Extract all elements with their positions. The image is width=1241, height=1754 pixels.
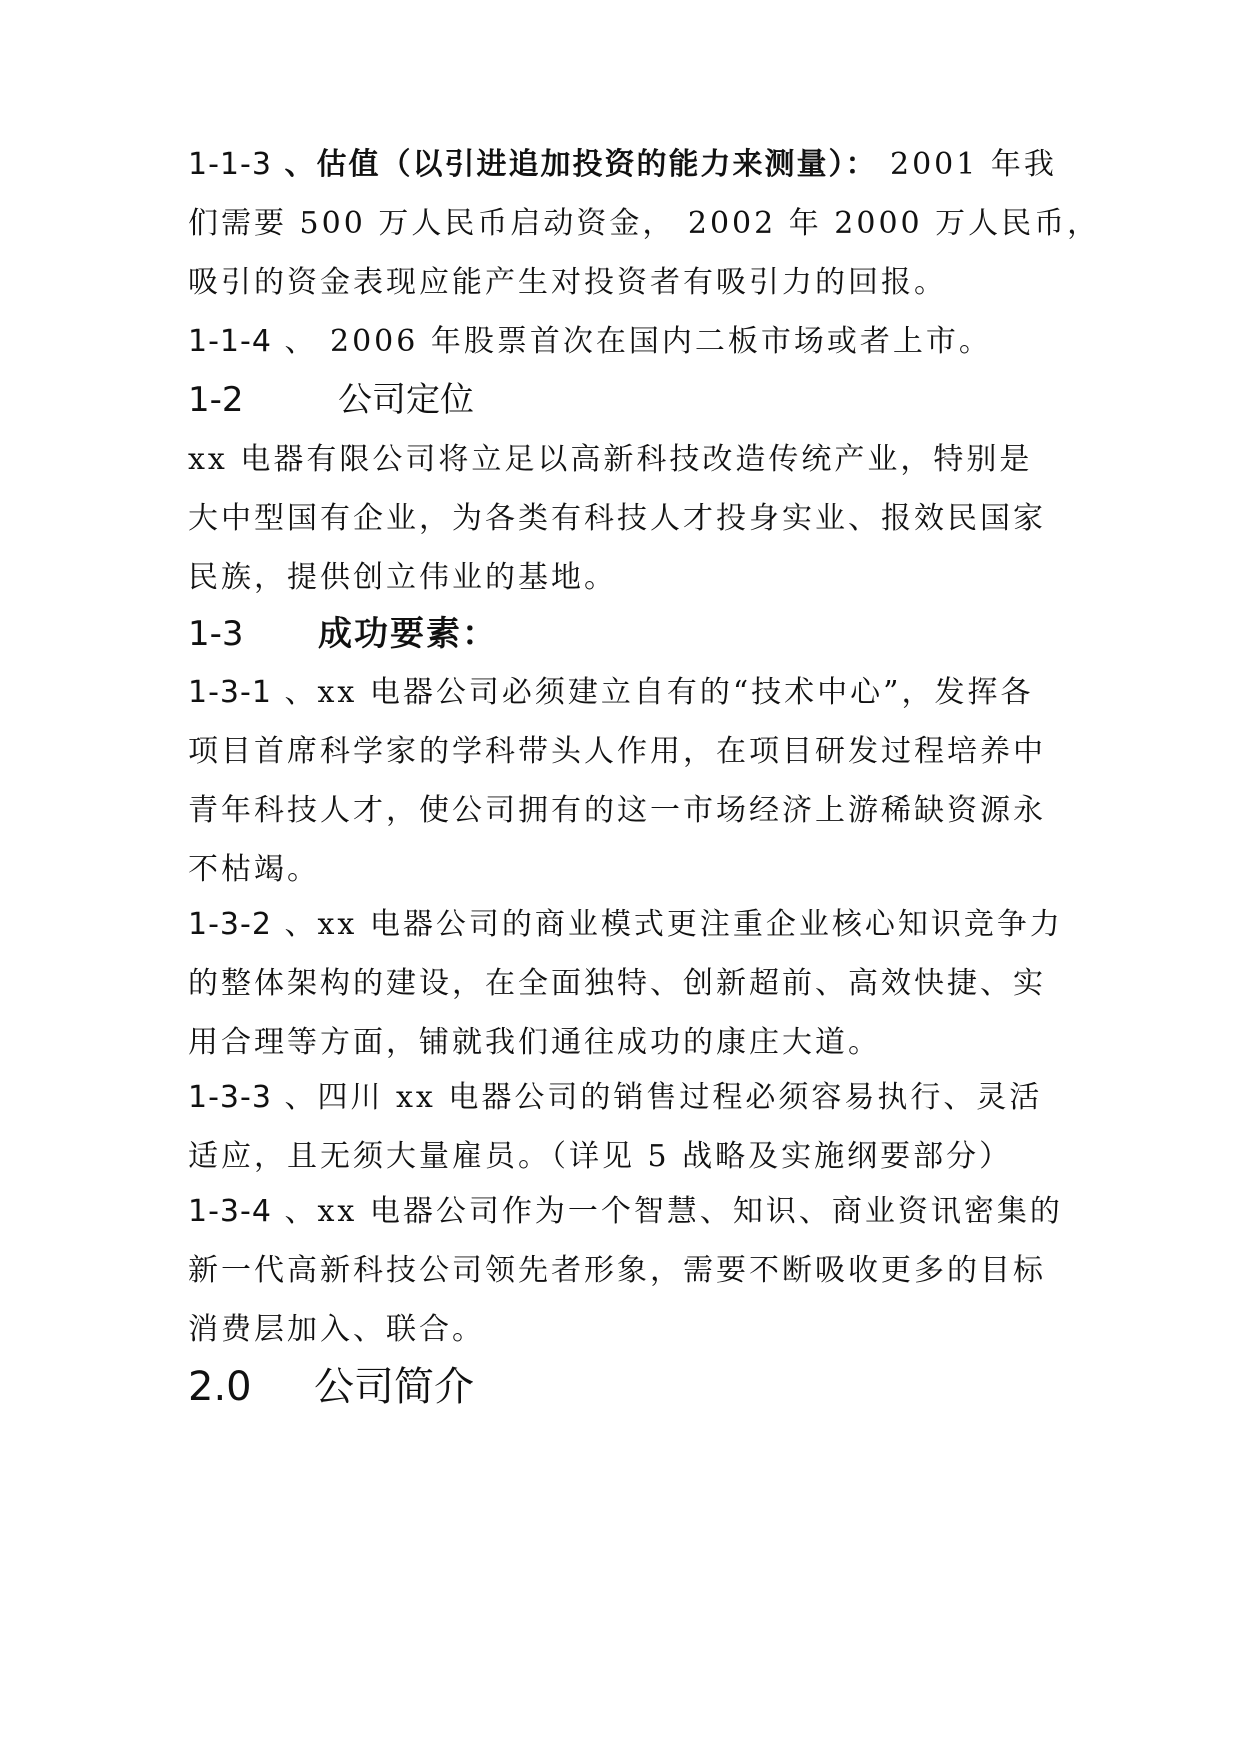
paragraph-1-3-1-line-2: 项目首席科学家的学科带头人作用，在项目研发过程培养中 bbox=[188, 734, 1046, 769]
paragraph-1-3-2-line-3: 用合理等方面，铺就我们通往成功的康庄大道。 bbox=[188, 1025, 881, 1060]
paragraph-1-1-4-line-1 bbox=[188, 322, 992, 362]
paragraph-1-3-1-line-4: 不枯竭。 bbox=[188, 852, 320, 887]
section-number: 1-3-1 bbox=[188, 675, 272, 710]
section-heading-2-0 bbox=[188, 1362, 474, 1412]
heading-number: 2.0 bbox=[188, 1364, 252, 1410]
section-number: 1-1-3 bbox=[188, 147, 272, 182]
paragraph-1-2-line-3: 民族，提供创立伟业的基地。 bbox=[188, 560, 617, 595]
heading-title: 公司定位 bbox=[338, 380, 474, 420]
text-run: 、xx 电器公司作为一个智慧、知识、商业资讯密集的 bbox=[271, 1194, 1063, 1229]
paragraph-1-3-3-line-2: 适应，且无须大量雇员。（详见 5 战略及实施纲要部分） bbox=[188, 1139, 1013, 1174]
section-number: 1-3-4 bbox=[188, 1194, 272, 1229]
heading-number: 1-3 bbox=[188, 614, 244, 654]
paragraph-1-3-2-line-2: 的整体架构的建设，在全面独特、创新超前、高效快捷、实 bbox=[188, 966, 1046, 1001]
paragraph-1-1-3-line-1 bbox=[188, 145, 1057, 185]
section-number: 1-3-3 bbox=[188, 1080, 272, 1115]
paragraph-1-2-line-2: 大中型国有企业，为各类有科技人才投身实业、报效民国家 bbox=[188, 501, 1046, 536]
section-number: 1-3-2 bbox=[188, 907, 272, 942]
paragraph-1-3-4-line-1 bbox=[188, 1192, 1063, 1232]
section-number: 1-1-4 bbox=[188, 324, 272, 359]
heading-title: 公司简介 bbox=[314, 1364, 474, 1410]
text-run: 2001 年我 bbox=[877, 147, 1057, 182]
section-heading-1-2 bbox=[188, 378, 474, 422]
paragraph-1-3-1-line-3: 青年科技人才，使公司拥有的这一市场经济上游稀缺资源永 bbox=[188, 793, 1046, 828]
paragraph-1-3-3-line-1 bbox=[188, 1078, 1042, 1118]
text-run: 、 2006 年股票首次在国内二板市场或者上市。 bbox=[271, 324, 992, 359]
paragraph-1-1-3-line-2: 们需要 500 万人民币启动资金， 2002 年 2000 万人民币， bbox=[188, 206, 1101, 241]
paragraph-1-3-4-line-3: 消费层加入、联合。 bbox=[188, 1312, 485, 1347]
heading-number: 1-2 bbox=[188, 380, 244, 420]
bold-label: 、估值（以引进追加投资的能力来测量）： bbox=[284, 147, 878, 182]
paragraph-1-1-3-line-3: 吸引的资金表现应能产生对投资者有吸引力的回报。 bbox=[188, 265, 947, 300]
text-run: 、四川 xx 电器公司的销售过程必须容易执行、灵活 bbox=[271, 1080, 1043, 1115]
text-run: 、xx 电器公司必须建立自有的“技术中心”，发挥各 bbox=[271, 675, 1034, 710]
text-run: 、xx 电器公司的商业模式更注重企业核心知识竞争力 bbox=[271, 907, 1063, 942]
paragraph-1-2-line-1: xx 电器有限公司将立足以高新科技改造传统产业，特别是 bbox=[188, 442, 1033, 477]
paragraph-1-3-4-line-2: 新一代高新科技公司领先者形象，需要不断吸收更多的目标 bbox=[188, 1253, 1046, 1288]
paragraph-1-3-2-line-1 bbox=[188, 905, 1063, 945]
section-heading-1-3 bbox=[188, 612, 498, 656]
heading-title: 成功要素： bbox=[318, 614, 498, 654]
paragraph-1-3-1-line-1 bbox=[188, 673, 1034, 713]
